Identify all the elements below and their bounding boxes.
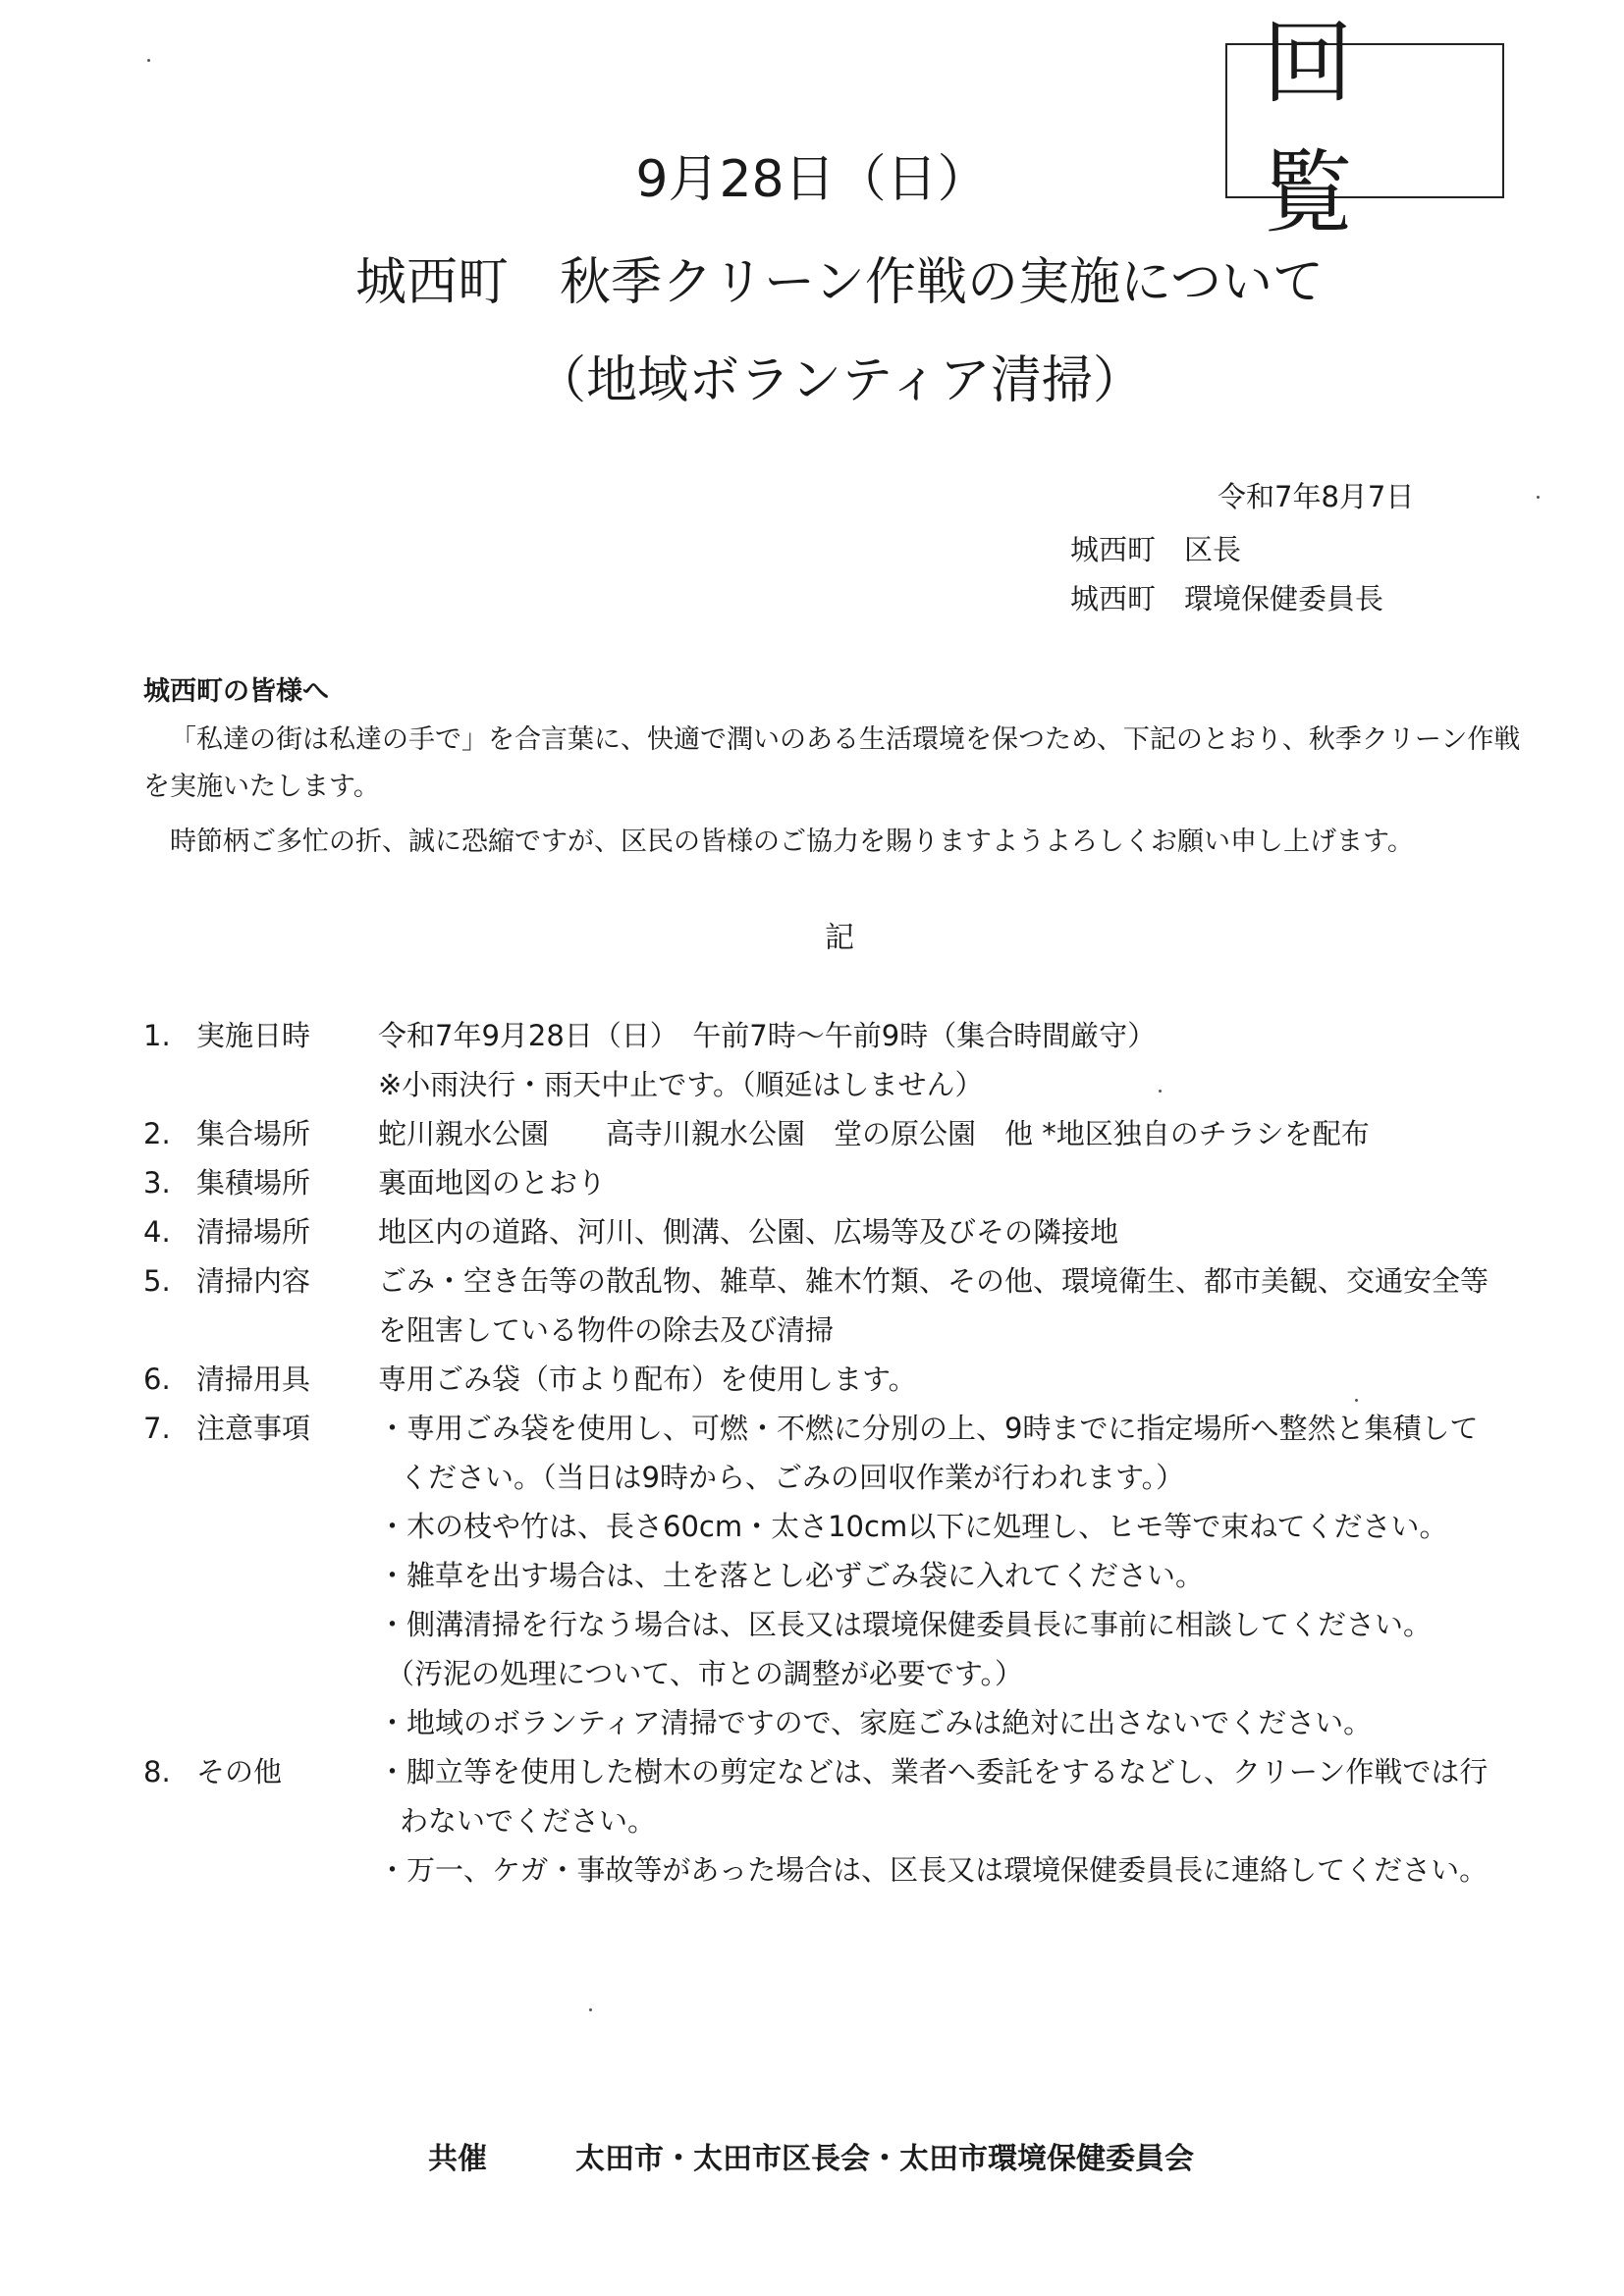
item-number: 5. [143,1264,171,1298]
intro-paragraph [143,717,1538,811]
item-line: ・側溝清掃を行なう場合は、区長又は環境保健委員長に事前に相談してください。 [378,1608,1433,1641]
item-number: 4. [143,1215,171,1249]
issuer-district-head: 城西町 区長 [1070,533,1242,566]
item-line: 令和7年9月28日（日） 午前7時〜午前9時（集合時間厳守） [378,1019,1157,1052]
event-date-title: 9月28日（日） [635,150,989,209]
list-item [143,1109,1547,1158]
item-line: ・地域のボランティア清掃ですので、家庭ごみは絶対に出さないでください。 [378,1706,1373,1739]
request-paragraph-text: 時節柄ご多忙の折、誠に恐縮ですが、区民の皆様のご協力を賜りますようよろしくお願い申し上げます。 [170,827,1414,857]
item-number: 2. [143,1117,171,1150]
request-paragraph [143,819,1538,866]
item-line: ・脚立等を使用した樹木の剪定などは、業者へ委託をするなどし、クリーン作戦では行 [378,1755,1489,1789]
scan-speck [1159,1090,1162,1093]
scan-speck [589,2008,592,2011]
circulation-stamp: 回覧 [1225,43,1504,198]
intro-paragraph-text: 「私達の街は私達の手で」を合言葉に、快適で潤いのある生活環境を保つため、下記のとおり、秋季クリーン作戦を実施いたします。 [143,724,1521,802]
item-line: （汚泥の処理について、市との調整が必要です。） [386,1657,1024,1690]
page-subtitle: （地域ボランティア清掃） [535,351,1144,410]
item-label: 清掃内容 [196,1264,311,1298]
scan-speck [147,59,150,62]
item-label: 集合場所 [196,1117,311,1150]
item-line: ・雑草を出す場合は、土を落とし必ずごみ袋に入れてください。 [378,1559,1205,1592]
list-item [143,1404,1547,1747]
item-line: 裏面地図のとおり [378,1166,607,1200]
item-label: 実施日時 [196,1019,311,1052]
details-list [143,1011,1547,1895]
item-body [378,1256,1547,1355]
item-line: を阻害している物件の除去及び清掃 [378,1313,835,1347]
item-number: 6. [143,1362,171,1396]
list-item [143,1207,1547,1256]
item-body [378,1011,1547,1109]
co-sponsors [428,2134,1194,2177]
item-line: ・木の枝や竹は、長さ60cm・太さ10cm以下に処理し、ヒモ等で束ねてください。 [378,1510,1448,1543]
item-body [378,1158,1547,1207]
item-line: 地区内の道路、河川、側溝、公園、広場等及びその隣接地 [378,1215,1119,1249]
list-item [143,1747,1547,1895]
ki-heading: 記 [825,921,854,955]
item-label: 清掃用具 [196,1362,311,1396]
scan-speck [1537,496,1540,499]
item-line: ※小雨決行・雨天中止です。（順延はしません） [378,1068,984,1101]
item-line: 蛇川親水公園 高寺川親水公園 堂の原公園 他 *地区独自のチラシを配布 [378,1117,1370,1150]
scan-speck [1355,1399,1358,1402]
item-number: 1. [143,1019,171,1052]
item-number: 7. [143,1412,171,1445]
item-line: 専用ごみ袋（市より配布）を使用します。 [378,1362,917,1396]
item-body [378,1355,1547,1404]
list-item [143,1158,1547,1207]
item-body [378,1404,1547,1747]
item-body [378,1747,1547,1895]
co-sponsor-label: 共催 [428,2142,487,2176]
list-item [143,1011,1547,1109]
item-line: わないでください。 [400,1804,657,1838]
item-number: 8. [143,1755,171,1789]
item-label: 注意事項 [196,1412,311,1445]
item-line: ・専用ごみ袋を使用し、可燃・不燃に分別の上、9時までに指定場所へ整然と集積して [378,1412,1479,1445]
list-item [143,1256,1547,1355]
item-body [378,1207,1547,1256]
issuer-health-committee: 城西町 環境保健委員長 [1070,582,1384,615]
item-line: ・万一、ケガ・事故等があった場合は、区長又は環境保健委員長に連絡してください。 [378,1853,1489,1887]
item-body [378,1109,1547,1158]
item-line: ください。（当日は9時から、ごみの回収作業が行われます。） [400,1461,1185,1494]
item-label: その他 [196,1755,283,1789]
issue-date: 令和7年8月7日 [1218,480,1415,513]
item-number: 3. [143,1166,171,1200]
item-line: ごみ・空き缶等の散乱物、雑草、雑木竹類、その他、環境衛生、都市美観、交通安全等 [378,1264,1489,1298]
list-item [143,1355,1547,1404]
item-label: 清掃場所 [196,1215,311,1249]
page-title: 城西町 秋季クリーン作戦の実施について [355,253,1324,312]
item-label: 集積場所 [196,1166,311,1200]
co-sponsor-organizations: 太田市・太田市区長会・太田市環境保健委員会 [575,2142,1194,2176]
greeting: 城西町の皆様へ [143,676,329,707]
